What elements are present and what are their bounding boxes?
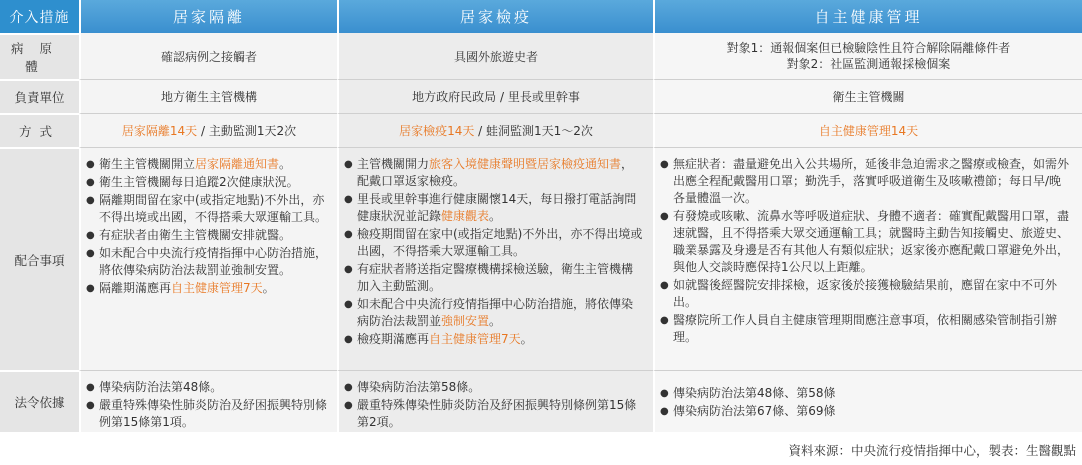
method-self-management — [653, 113, 1082, 147]
item-highlight: 居家隔離通知書 — [195, 157, 280, 171]
source-self-management — [653, 33, 1082, 79]
list-item — [357, 296, 643, 330]
method-quarantine-highlight: 居家檢疫14天 — [399, 124, 475, 138]
item-text-tail: 。 — [279, 157, 292, 171]
law-quarantine-list — [339, 371, 653, 431]
header-measures: 介入措施 — [0, 0, 79, 33]
row-cooperation — [0, 147, 1082, 370]
unit-isolation: 地方衛生主管機構 — [79, 79, 337, 113]
law-self-list — [655, 371, 1082, 420]
item-text-tail: ，配戴口罩返家檢疫。 — [357, 157, 634, 188]
item-text: 有症狀者將送指定醫療機構採檢送驗，衛生主管機構加入主動監測。 — [357, 262, 634, 293]
item-text: 無症狀者：盡量避免出入公共場所，延後非急迫需求之醫療或檢查，如需外出應全程配戴醫用口罩；勤洗手，落實呼吸道衛生及咳嗽禮節；每日早/晚各量體溫一次。 — [673, 157, 1070, 205]
list-item — [357, 331, 643, 348]
method-quarantine — [337, 113, 653, 147]
list-item: ● 傳染病防治法第48條、第58條 — [673, 385, 1072, 402]
header-self-health-management: 自主健康管理 — [653, 0, 1082, 33]
law-self-management — [653, 370, 1082, 432]
list-item — [357, 156, 643, 190]
item-highlight: 自主健康管理7天 — [171, 281, 263, 295]
item-highlight: 自主健康管理7天 — [429, 332, 521, 346]
target-1-text: 對象1：通報個案但已檢驗陰性且符合解除隔離條件者 — [726, 41, 1011, 55]
item-text: 衛生主管機關開立 — [99, 157, 196, 171]
item-text: 檢疫期間留在家中(或指定地點)不外出，亦不得出境或出國，不得搭乘大眾運輸工具。 — [357, 227, 643, 258]
item-text: 如就醫後經醫院安排採檢，返家後於接獲檢驗結果前，應留在家中不可外出。 — [673, 278, 1058, 309]
list-item — [673, 312, 1072, 346]
list-item — [673, 208, 1072, 276]
law-quarantine — [337, 370, 653, 432]
row-label-cooperation: 配合事項 — [0, 147, 79, 370]
item-text: 有症狀者由衛生主管機關安排就醫。 — [99, 228, 292, 242]
method-isolation-rest: / 主動監測1天2次 — [197, 124, 297, 138]
list-item — [357, 226, 643, 260]
row-label-unit: 負責單位 — [0, 79, 79, 113]
list-item: ● 傳染病防治法第58條。 — [357, 379, 643, 396]
item-highlight: 旅客入境健康聲明暨居家檢疫通知書 — [429, 157, 622, 171]
item-text: 衛生主管機關每日追蹤2次健康狀況。 — [99, 175, 299, 189]
source-isolation: 確認病例之接觸者 — [79, 33, 337, 79]
row-unit — [0, 79, 1082, 113]
method-self-highlight: 自主健康管理14天 — [818, 124, 919, 138]
law-isolation-list — [81, 371, 337, 431]
row-label-method: 方式 — [0, 113, 79, 147]
list-item — [99, 245, 327, 279]
row-source — [0, 33, 1082, 79]
list-item — [99, 192, 327, 226]
method-isolation — [79, 113, 337, 147]
coop-quarantine-list — [339, 148, 653, 348]
unit-quarantine: 地方政府民政局 / 里長或里幹事 — [337, 79, 653, 113]
item-text: 里長或里幹事進行健康關懷14天，每日撥打電話詢問健康狀況並記錄 — [357, 192, 637, 223]
row-label-source: 病原體 — [0, 33, 79, 79]
item-text-tail: 。 — [489, 209, 502, 223]
coop-quarantine — [337, 147, 653, 370]
item-text: 隔離期滿應再 — [99, 281, 172, 295]
method-quarantine-rest: / 蛙洞監測1天1～2次 — [474, 124, 593, 138]
item-text: 如未配合中央流行疫情指揮中心防治措施，將依傳染病防治法裁罰並強制安置。 — [99, 246, 328, 277]
item-text: 如未配合中央流行疫情指揮中心防治措施，將依傳染病防治法裁罰並 — [357, 297, 634, 328]
unit-self-management: 衛生主管機關 — [653, 79, 1082, 113]
item-text: 醫療院所工作人員自主健康管理期間應注意事項，依相關感染管制指引辦理。 — [673, 313, 1058, 344]
item-text-tail: 。 — [520, 332, 533, 346]
list-item: ● 嚴重特殊傳染性肺炎防治及紓困振興特別條例第15條第2項。 — [357, 397, 643, 431]
item-text: 檢疫期滿應再 — [357, 332, 430, 346]
item-text-tail: 。 — [262, 281, 275, 295]
target-2-text: 對象2：社區監測通報採檢個案 — [786, 57, 951, 71]
list-item — [99, 280, 327, 297]
list-item — [357, 261, 643, 295]
list-item — [673, 156, 1072, 207]
list-item — [673, 277, 1072, 311]
list-item — [99, 174, 327, 191]
row-law — [0, 370, 1082, 432]
header-home-isolation: 居家隔離 — [79, 0, 337, 33]
list-item — [357, 191, 643, 225]
row-label-law: 法令依據 — [0, 370, 79, 432]
list-item: ● 傳染病防治法第67條、第69條 — [673, 403, 1072, 420]
source-note: 資料來源：中央流行疫情指揮中心，製表：生醫觀點 — [788, 443, 1076, 458]
item-text: 隔離期間留在家中(或指定地點)不外出，亦不得出境或出國，不得搭乘大眾運輸工具。 — [99, 193, 328, 224]
item-text: 主管機關開力 — [357, 157, 430, 171]
item-text-tail: 。 — [489, 314, 502, 328]
list-item: ● 傳染病防治法第48條。 — [99, 379, 327, 396]
method-isolation-highlight: 居家隔離14天 — [121, 124, 198, 138]
source-quarantine: 具國外旅遊史者 — [337, 33, 653, 79]
coop-self-management — [653, 147, 1082, 370]
coop-self-list — [655, 148, 1082, 346]
list-item — [99, 227, 327, 244]
item-highlight: 健康觀表 — [441, 209, 490, 223]
item-highlight: 強制安置 — [441, 314, 490, 328]
item-text: 有發燒或咳嗽、流鼻水等呼吸道症狀、身體不適者：確實配戴醫用口罩，盡速就醫，且不得搭乘大眾交通運輸工具；就醫時主動告知接觸史、旅遊史、職業暴露及身邊是否有其他人有類似症狀；返家後亦應配戴口罩避免外出，與他人交談時應保持1公尺以上距離。 — [673, 209, 1070, 274]
law-isolation — [79, 370, 337, 432]
row-method — [0, 113, 1082, 147]
list-item: ● 嚴重特殊傳染性肺炎防治及紓困振興特別條例第15條第1項。 — [99, 397, 327, 431]
list-item — [99, 156, 327, 173]
coop-isolation — [79, 147, 337, 370]
header-home-quarantine: 居家檢疫 — [337, 0, 653, 33]
coop-isolation-list — [81, 148, 337, 297]
